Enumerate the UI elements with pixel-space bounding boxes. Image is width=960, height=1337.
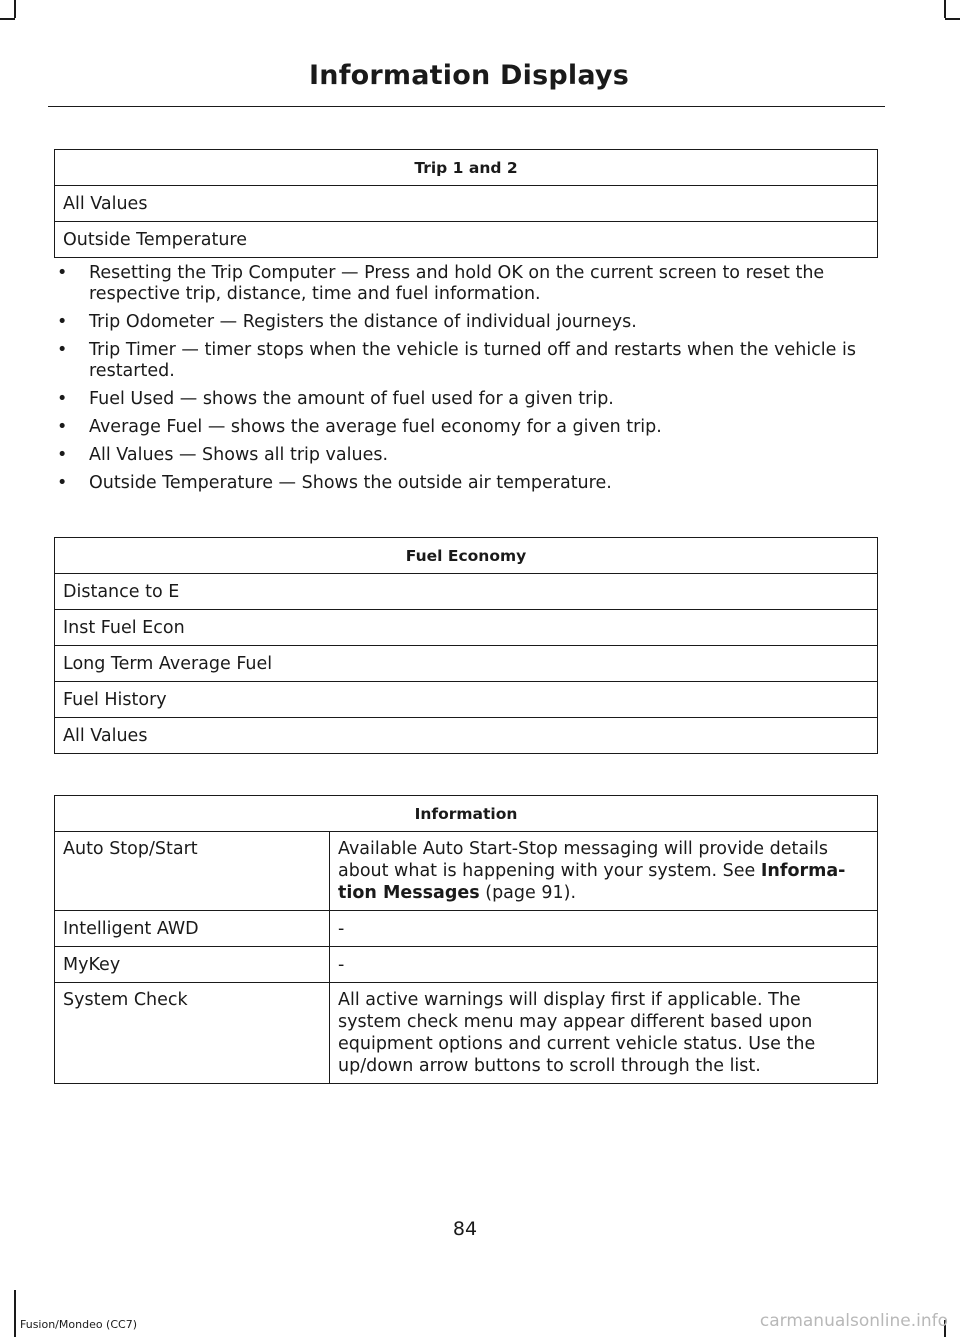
list-item-text: Fuel Used — shows the amount of fuel used for a given trip. [89,389,614,409]
list-item [57,473,882,494]
bullet-icon: • [57,340,68,360]
list-item-text: Average Fuel — shows the average fuel economy for a given trip. [89,417,662,437]
info-desc-text: Available Auto Start-Stop messaging will provide details about what is happening with your system. See [338,839,828,881]
info-row-name: Auto Stop/Start [55,832,330,911]
watermark: carmanualsonline.info [759,1311,948,1331]
information-messages-link[interactable]: Informa-tion Messages [338,861,846,903]
list-item [57,417,882,438]
trip-table-heading: Trip 1 and 2 [55,150,878,186]
crop-mark [945,18,960,20]
trip-table-row: All Values [55,186,878,222]
table-row [55,911,878,947]
info-desc-page-ref: (page 91). [479,883,577,903]
fuel-table-row: Inst Fuel Econ [55,610,878,646]
info-row-desc [330,832,878,911]
fuel-table-row: Distance to E [55,574,878,610]
bullet-icon: • [57,263,68,283]
table-row [55,832,878,911]
table-row [55,947,878,983]
bullet-icon: • [57,389,68,409]
crop-mark [944,0,946,18]
info-row-desc: All active warnings will display first if applicable. The system check menu may appear different based upon equipment options and current vehicle status. Use the up/down arrow buttons to scroll through the list. [330,983,878,1084]
crop-mark [0,18,15,20]
page-number: 84 [452,1218,478,1240]
info-table-heading: Information [55,796,878,832]
bullet-icon: • [57,445,68,465]
fuel-table-row: Long Term Average Fuel [55,646,878,682]
info-row-name: System Check [55,983,330,1084]
info-row-name: Intelligent AWD [55,911,330,947]
list-item-text: Trip Odometer — Registers the distance of individual journeys. [89,312,637,332]
trip-table [54,149,878,258]
list-item-text: Resetting the Trip Computer — Press and hold OK on the current screen to reset the respective trip, distance, time and fuel information. [89,263,825,304]
bullet-icon: • [57,312,68,332]
bullet-icon: • [57,417,68,437]
fuel-economy-table [54,537,878,754]
info-row-desc: - [330,911,878,947]
list-item-text: Outside Temperature — Shows the outside air temperature. [89,473,612,493]
fuel-table-row: Fuel History [55,682,878,718]
table-row [55,983,878,1084]
information-table [54,795,878,1084]
fuel-table-row: All Values [55,718,878,754]
model-label: Fusion/Mondeo (CC7) [20,1318,138,1331]
list-item [57,312,882,333]
page-title: Information Displays [309,60,629,91]
trip-bullet-list [57,263,882,501]
list-item [57,445,882,466]
list-item [57,389,882,410]
crop-mark [14,0,16,18]
fuel-table-heading: Fuel Economy [55,538,878,574]
crop-mark [14,1290,16,1337]
bullet-icon: • [57,473,68,493]
list-item-text: All Values — Shows all trip values. [89,445,389,465]
info-row-desc: - [330,947,878,983]
info-row-name: MyKey [55,947,330,983]
list-item-text: Trip Timer — timer stops when the vehicle is turned off and restarts when the vehicle is restarted. [89,340,856,381]
list-item [57,263,882,305]
header-rule [48,106,885,107]
trip-table-row: Outside Temperature [55,222,878,258]
list-item [57,340,882,382]
